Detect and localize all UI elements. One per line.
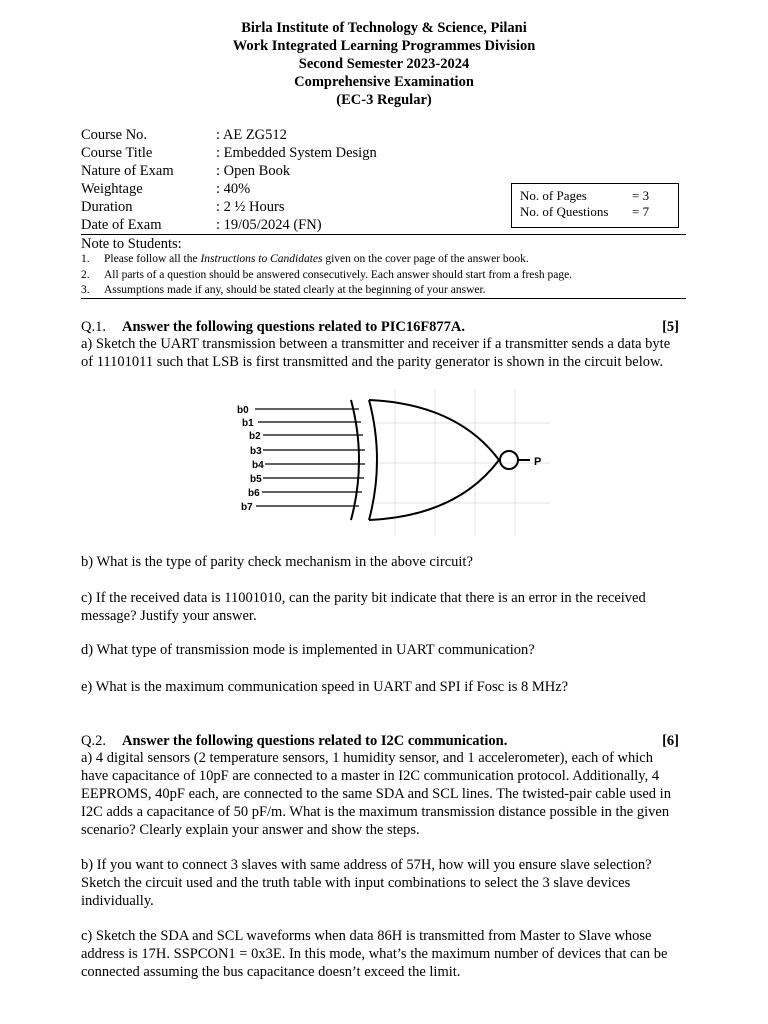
pages-value: = 3 [632,188,650,203]
q1-part-e: e) What is the maximum communication speed in UART and SPI if Fosc is 8 MHz? [81,679,569,695]
input-label-b1: b1 [242,418,254,429]
weightage-label: Weightage [81,181,143,197]
q1-part-b: b) What is the type of parity check mechanism in the above circuit? [81,554,473,570]
questions-value: = 7 [632,204,650,219]
note-text-post: given on the cover page of the answer book. [322,253,529,265]
duration-label: Duration [81,199,133,215]
q2-number: Q.2. [81,733,106,749]
q1-title: Answer the following questions related to PIC16F877A. [122,319,466,335]
notes-title: Note to Students: [81,236,182,252]
course-no-label: Course No. [81,127,148,143]
exam-date-value: : 19/05/2024 (FN) [216,217,322,233]
q2-part-c: c) Sketch the SDA and SCL waveforms when data 86H is transmitted from Master to Slave whose address is 17H. SSPCON1 = 0x3E. In this mode, what’s the maximum number of devices that can be connected assuming the bus capacitance doesn’t exceed the limit. [81,928,668,980]
xnor-gate-symbol [351,400,530,520]
exam-nature-value: : Open Book [216,163,291,179]
institute-name: Birla Institute of Technology & Science, Pilani [241,20,527,36]
division-name: Work Integrated Learning Programmes Division [232,38,536,54]
note-item [81,252,529,266]
input-label-b3: b3 [250,446,262,457]
q1-part-d: d) What type of transmission mode is implemented in UART communication? [81,642,535,658]
q1-heading [81,318,679,336]
exam-type: Comprehensive Examination [294,74,474,90]
q1-part-a: a) Sketch the UART transmission between a transmitter and receiver if a transmitter sends a data byte of 11101011 such that LSB is first transmitted and the parity generator is shown in the circuit below. [81,336,671,370]
q1-part-c: c) If the received data is 11001010, can the parity bit indicate that there is an error in the received message? Justify your answer. [81,590,646,624]
note-item [81,268,572,282]
input-lines [255,409,365,506]
input-label-b7: b7 [241,502,253,513]
q2-title: Answer the following questions related to I2C communication. [122,733,508,749]
input-label-b5: b5 [250,474,262,485]
q2-part-a: a) 4 digital sensors (2 temperature sensors, 1 humidity sensor, and 1 accelerometer), each of which have capacitance of 10pF are connected to a master in I2C communication protocol. Additionally, 4 EEPROMS, 40pF each, are connected to the same SDA and SCL lines. The twisted-pair cable used in I2C adds a capacitance of 50 pF/m. What is the maximum transmission distance possible in the given scenario? Clearly explain your answer and show the steps. [81,750,671,838]
input-label-b6: b6 [248,488,260,499]
note-number: 1. [81,253,90,265]
pages-line [520,188,678,204]
note-number: 2. [81,269,90,281]
note-text-italic: Instructions to Candidates [200,253,323,265]
note-text: All parts of a question should be answered consecutively. Each answer should start from a fresh page. [104,269,573,281]
note-number: 3. [81,284,90,296]
input-label-b0: b0 [237,405,249,416]
input-label-b2: b2 [249,431,261,442]
note-text: Assumptions made if any, should be stated clearly at the beginning of your answer. [104,284,486,296]
divider-bottom [81,298,686,299]
q2-marks: [6] [662,733,679,749]
weightage-value: : 40% [216,181,251,197]
q2-heading [81,732,679,750]
questions-line [520,204,678,220]
input-labels [237,405,264,513]
note-text-pre: Please follow all the [104,253,201,265]
course-title-label: Course Title [81,145,153,161]
parity-generator-figure [225,388,555,538]
q1-marks: [5] [662,319,679,335]
figure-grid [375,390,550,536]
q1-number: Q.1. [81,319,106,335]
note-item [81,283,486,297]
input-label-b4: b4 [252,460,264,471]
course-title-value: : Embedded System Design [216,145,377,161]
exam-code: (EC-3 Regular) [336,92,432,108]
semester: Second Semester 2023-2024 [298,56,470,72]
pages-questions-box [511,183,679,228]
q2-part-b: b) If you want to connect 3 slaves with same address of 57H, how will you ensure slave selection? Sketch the circuit used and the truth table with input combinations to select the 3 slave devices individually. [81,857,652,909]
exam-nature-label: Nature of Exam [81,163,174,179]
questions-label: No. of Questions [520,204,609,219]
output-label-p: P [534,456,542,468]
exam-date-label: Date of Exam [81,217,162,233]
course-no-value: : AE ZG512 [216,127,287,143]
duration-value: : 2 ½ Hours [216,199,285,215]
pages-label: No. of Pages [520,188,587,203]
